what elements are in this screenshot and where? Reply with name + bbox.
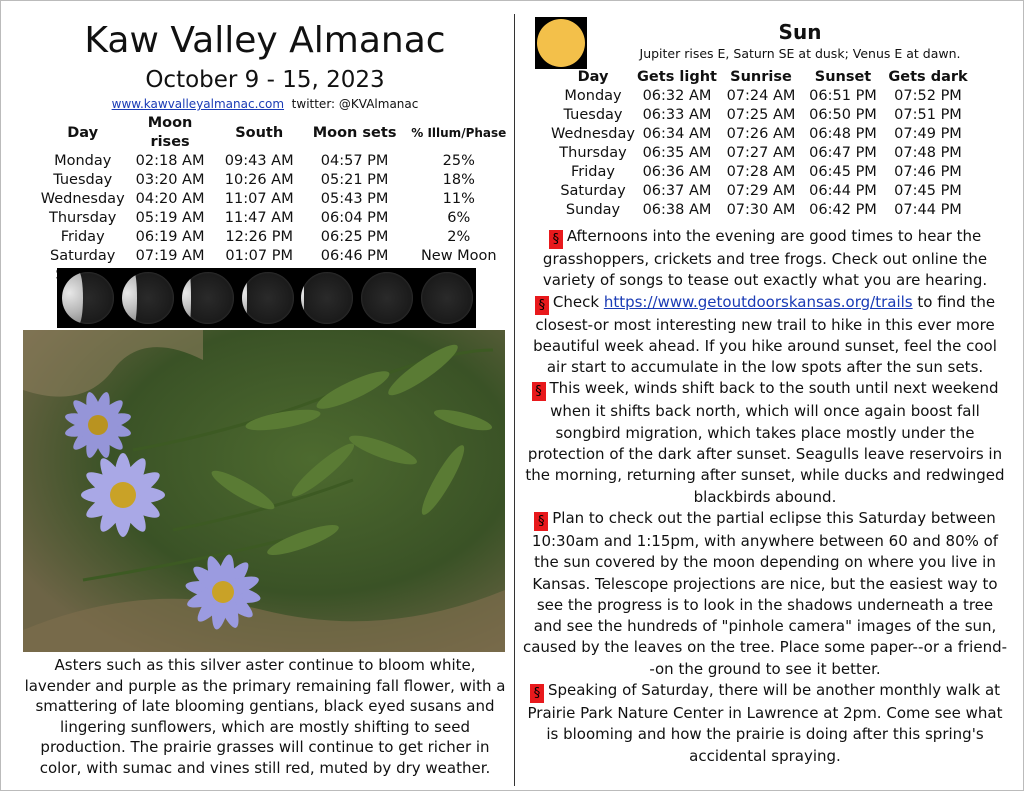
table-row	[551, 125, 973, 144]
moon-phase-icon	[117, 268, 177, 328]
sun-title: Sun	[778, 20, 822, 44]
section-bullet-icon: §	[530, 684, 544, 703]
moon-illum: 18%	[442, 172, 475, 188]
sun-light: 06:33 AM	[642, 107, 712, 123]
moon-illum: 2%	[447, 229, 471, 245]
sun-dark: 07:52 PM	[894, 88, 962, 104]
moon-disc	[421, 272, 473, 324]
trails-link[interactable]: https://www.getoutdoorskansas.org/trails	[603, 292, 913, 311]
sun-light: 06:38 AM	[642, 202, 712, 218]
sun-table	[551, 68, 973, 220]
section-bullet-icon: §	[549, 230, 563, 249]
moon-day: Wednesday	[40, 191, 125, 207]
sun-set: 06:48 PM	[809, 126, 877, 142]
sun-header-day: Day	[577, 69, 609, 85]
sun-day: Sunday	[565, 202, 621, 218]
column-divider	[514, 14, 515, 786]
sun-light: 06:35 AM	[642, 145, 712, 161]
sun-dark: 07:49 PM	[894, 126, 962, 142]
contact-links	[0, 96, 530, 112]
table-row	[38, 247, 514, 266]
sun-rise: 07:24 AM	[726, 88, 796, 104]
sun-rise: 07:26 AM	[726, 126, 796, 142]
table-row	[551, 182, 973, 201]
note-text: This week, winds shift back to the south until next weekend when it shifts back north, which will once again boost fall songbird migration, which takes place mostly under the protection of the dark after sunset. Seagulls leave reservoirs in the morning, returning after sunset, while ducks and redwinged blackbirds abound.	[525, 379, 1005, 506]
sun-set: 06:45 PM	[809, 164, 877, 180]
moon-phase-icon	[296, 268, 356, 328]
moon-disc	[62, 272, 114, 324]
moon-set: 05:21 PM	[320, 172, 389, 188]
sun-table-header	[551, 68, 973, 87]
aster-photo	[23, 330, 505, 652]
sun-dark: 07:51 PM	[894, 107, 962, 123]
moon-lit-crescent	[122, 272, 137, 324]
sun-header-gets-dark: Gets dark	[888, 69, 968, 85]
table-row	[38, 228, 514, 247]
moon-day: Monday	[54, 153, 112, 169]
website-link[interactable]: www.kawvalleyalmanac.com	[111, 97, 285, 111]
note-item	[522, 378, 1008, 507]
moon-day: Tuesday	[53, 172, 113, 188]
sun-rise: 07:30 AM	[726, 202, 796, 218]
moon-disc	[301, 272, 353, 324]
moon-lit-crescent	[182, 272, 191, 324]
moon-lit-crescent	[301, 272, 304, 324]
sun-day: Friday	[571, 164, 615, 180]
sun-light: 06:34 AM	[642, 126, 712, 142]
table-row	[38, 190, 514, 209]
moon-day: Thursday	[48, 210, 117, 226]
moon-south: 10:26 AM	[224, 172, 294, 188]
section-bullet-icon: §	[535, 296, 549, 315]
note-item	[522, 226, 1008, 292]
moon-rise: 06:19 AM	[135, 229, 205, 245]
moon-phase-strip	[57, 268, 476, 328]
sun-day: Saturday	[560, 183, 626, 199]
note-item	[522, 508, 1008, 680]
almanac-title: Kaw Valley Almanac	[84, 20, 446, 61]
moon-rise: 02:18 AM	[135, 153, 205, 169]
moon-phase-icon	[416, 268, 476, 328]
sun-dark: 07:46 PM	[894, 164, 962, 180]
table-row	[551, 201, 973, 220]
moon-set: 06:46 PM	[320, 248, 389, 264]
moon-disc	[242, 272, 294, 324]
moon-rise: 04:20 AM	[135, 191, 205, 207]
sun-rise: 07:29 AM	[726, 183, 796, 199]
note-text: Afternoons into the evening are good times to hear the grasshoppers, crickets and tree frogs. Check out online the variety of songs to tease out exactly what you are hearing.	[542, 227, 988, 290]
table-row	[551, 106, 973, 125]
moon-header-illum: % Illum/Phase	[411, 125, 507, 140]
note-text: to find the closest-or most interesting new trail to hike in this ever more beautiful week ahead. If you hike around sunset, feel the cool air start to accumulate in the low spots after the sun sets.	[533, 292, 997, 377]
note-text: Check	[552, 292, 604, 311]
moon-south: 01:07 PM	[225, 248, 293, 264]
moon-day: Saturday	[50, 248, 116, 264]
moon-south: 09:43 AM	[224, 153, 294, 169]
sun-header-gets-light: Gets light	[637, 69, 717, 85]
moon-disc	[122, 272, 174, 324]
section-bullet-icon: §	[534, 512, 548, 531]
photo-caption: Asters such as this silver aster continue to bloom white, lavender and purple as the primary remaining fall flower, with a smattering of late blooming gentians, black eyed susans and lingering sunflowers, which are mostly shifting to seed production. The prairie grasses will continue to get richer in color, with sumac and vines still red, muted by dry weather.	[24, 656, 506, 777]
moon-table-header	[38, 114, 514, 152]
moon-phase-icon	[57, 268, 117, 328]
table-row	[38, 209, 514, 228]
sun-header-sunset: Sunset	[814, 69, 872, 85]
moon-set: 05:43 PM	[320, 191, 389, 207]
moon-phase-icon	[177, 268, 237, 328]
sun-set: 06:51 PM	[809, 88, 877, 104]
moon-south: 12:26 PM	[225, 229, 293, 245]
moon-illum: 6%	[447, 210, 471, 226]
moon-lit-crescent	[62, 272, 83, 324]
table-row	[38, 152, 514, 171]
aster-flower-illustration	[23, 330, 505, 652]
sun-set: 06:44 PM	[809, 183, 877, 199]
moon-south: 11:07 AM	[224, 191, 294, 207]
sun-set: 06:42 PM	[809, 202, 877, 218]
moon-illum: 25%	[442, 153, 475, 169]
moon-phase-icon	[356, 268, 416, 328]
moon-header-day: Day	[67, 124, 99, 141]
sun-light: 06:37 AM	[642, 183, 712, 199]
moon-rise: 05:19 AM	[135, 210, 205, 226]
moon-rise: 07:19 AM	[135, 248, 205, 264]
note-item	[522, 680, 1008, 767]
sun-set: 06:50 PM	[809, 107, 877, 123]
planet-visibility: Jupiter rises E, Saturn SE at dusk; Venus E at dawn.	[639, 46, 961, 61]
section-bullet-icon: §	[532, 382, 546, 401]
moon-header-south: South	[235, 124, 284, 141]
moon-illum: 11%	[442, 191, 475, 207]
moon-phase-icon	[237, 268, 297, 328]
moon-header-sets: Moon sets	[312, 124, 397, 141]
moon-set: 06:04 PM	[320, 210, 389, 226]
sun-dark: 07:45 PM	[894, 183, 962, 199]
twitter-handle: twitter: @KVAlmanac	[291, 97, 419, 111]
moon-south: 11:47 AM	[224, 210, 294, 226]
sun-rise: 07:28 AM	[726, 164, 796, 180]
moon-disc	[182, 272, 234, 324]
moon-lit-crescent	[242, 272, 247, 324]
sun-rise: 07:27 AM	[726, 145, 796, 161]
note-text: Plan to check out the partial eclipse this Saturday between 10:30am and 1:15pm, with anywhere between 60 and 80% of the sun covered by the moon depending on where you live in Kansas. Telescope projections are nice, but the easiest way to see the progress is to look in the shadows underneath a tree and see the hundreds of "pinhole camera" images of the sun, caused by the leaves on the tree. Place some paper--or a friend--on the ground to see it better.	[522, 508, 1008, 678]
sun-light: 06:36 AM	[642, 164, 712, 180]
moon-day: Friday	[60, 229, 105, 245]
table-row	[38, 171, 514, 190]
sun-day: Wednesday	[551, 126, 635, 142]
sun-disc	[537, 19, 585, 67]
moon-set: 06:25 PM	[320, 229, 389, 245]
sun-day: Tuesday	[563, 107, 623, 123]
sun-icon	[535, 17, 587, 69]
sun-rise: 07:25 AM	[726, 107, 796, 123]
sun-header-sunrise: Sunrise	[730, 69, 792, 85]
sun-dark: 07:44 PM	[894, 202, 962, 218]
note-text: Speaking of Saturday, there will be another monthly walk at Prairie Park Nature Center in Lawrence at 2pm. Come see what is blooming and how the prairie is doing after this spring's accidental spraying.	[527, 681, 1003, 765]
sun-light: 06:32 AM	[642, 88, 712, 104]
date-range: October 9 - 15, 2023	[145, 67, 385, 93]
moon-illum: New Moon	[420, 248, 497, 264]
table-row	[551, 144, 973, 163]
weekly-notes	[522, 226, 1008, 767]
moon-set: 04:57 PM	[320, 153, 389, 169]
moon-header-rises: Moon rises	[147, 115, 193, 150]
note-item	[522, 292, 1008, 379]
moon-disc	[361, 272, 413, 324]
moon-rise: 03:20 AM	[135, 172, 205, 188]
sun-dark: 07:48 PM	[894, 145, 962, 161]
sun-day: Monday	[564, 88, 622, 104]
table-row	[551, 87, 973, 106]
moon-table	[38, 114, 514, 285]
sun-set: 06:47 PM	[809, 145, 877, 161]
table-row	[551, 163, 973, 182]
sun-day: Thursday	[559, 145, 627, 161]
